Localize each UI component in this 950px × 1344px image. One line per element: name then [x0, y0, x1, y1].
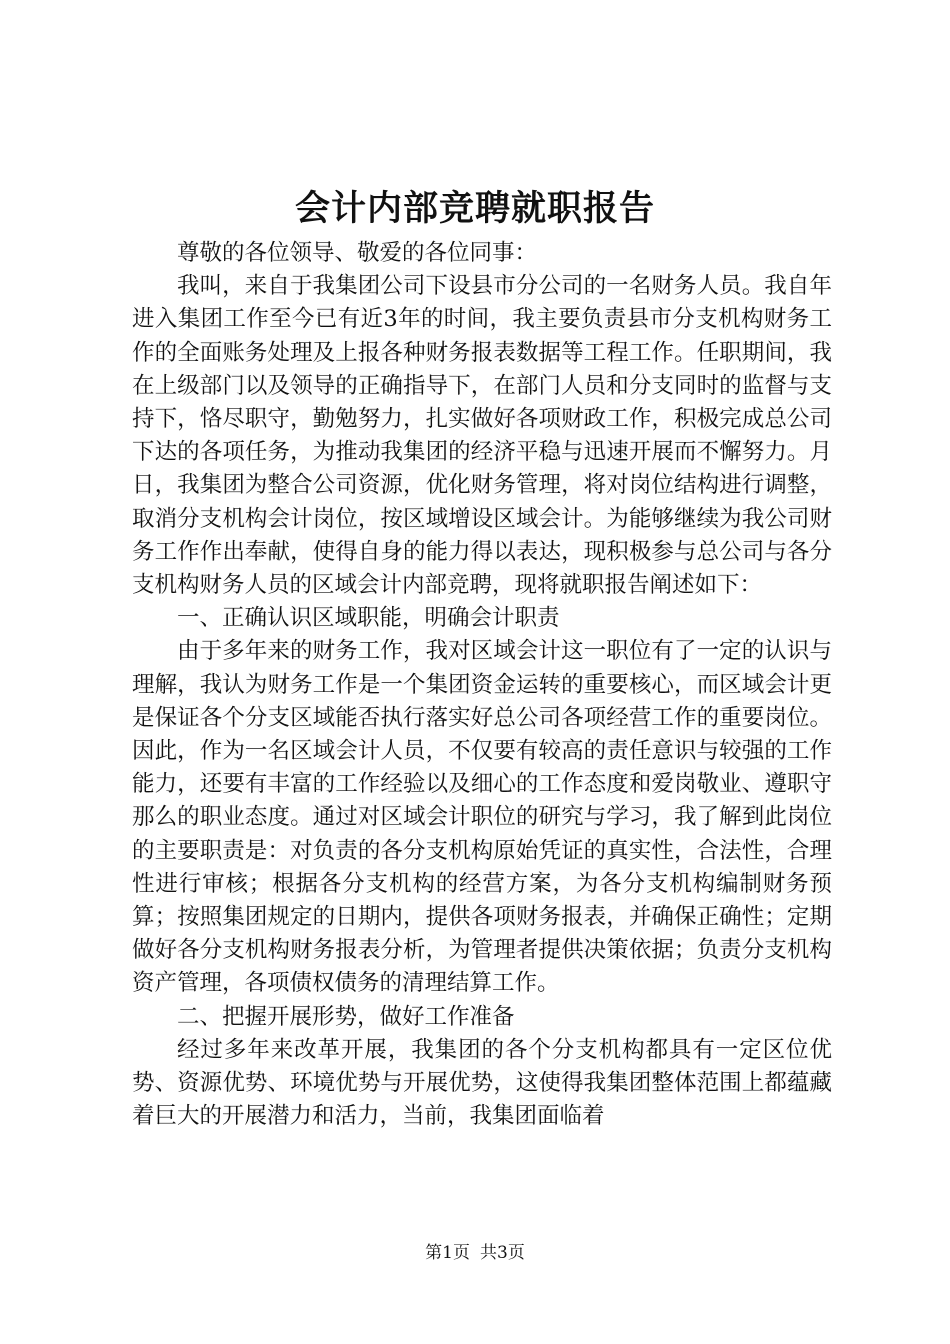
section-heading-2: 二、把握开展形势，做好工作准备 [177, 1003, 515, 1030]
section-1-paragraph: 由于多年来的财务工作，我对区域会计这一职位有了一定的认识与理解，我认为财务工作是一个集团资金运转的重要核心，而区域会计更是保证各个分支区域能否执行落实好总公司各项经营工作的重要岗位。因此，作为一名区域会计人员，不仅要有较高的责任意识与较强的工作能力，还要有丰富的工作经验以及细心的工作态度和爱岗敬业、遵职守那么的职业态度。通过对区域会计职位的研究与学习，我了解到此岗位的主要职责是：对负责的各分支机构原始凭证的真实性，合法性，合理性进行审核；根据各分支机构的经营方案，为各分支机构编制财务预算；按照集团规定的日期内，提供各项财务报表，并确保正确性；定期做好各分支机构财务报表分析，为管理者提供决策依据；负责分支机构资产管理，各项债权债务的清理结算工作。 [132, 638, 832, 997]
intro-paragraph: 我叫，来自于我集团公司下设县市分公司的一名财务人员。我自年进入集团工作至今已有近3年的时间，我主要负责县市分支机构财务工作的全面账务处理及上报各种财务报表数据等工程工作。任职期间，我在上级部门以及领导的正确指导下，在部门人员和分支同时的监督与支持下，恪尽职守，勤勉努力，扎实做好各项财政工作，积极完成总公司下达的各项任务，为推动我集团的经济平稳与迅速开展而不懈努力。月日，我集团为整合公司资源，优化财务管理，将对岗位结构进行调整，取消分支机构会计岗位，按区域增设区域会计。为能够继续为我公司财务工作作出奉献，使得自身的能力得以表达，现积极参与总公司与各分支机构财务人员的区域会计内部竞聘，现将就职报告阐述如下： [132, 273, 832, 599]
page-number: 第1页 [425, 1243, 470, 1263]
section-2-paragraph: 经过多年来改革开展，我集团的各个分支机构都具有一定区位优势、资源优势、环境优势与开展优势，这使得我集团整体范围上都蕴藏着巨大的开展潜力和活力，当前，我集团面临着 [132, 1036, 832, 1130]
page-total: 共3页 [480, 1243, 525, 1263]
document-body [132, 237, 832, 1133]
page-footer [0, 1241, 950, 1265]
section-heading-1: 一、正确认识区域职能，明确会计职责 [177, 605, 560, 632]
salutation-paragraph: 尊敬的各位领导、敬爱的各位同事： [177, 240, 538, 266]
page-title: 会计内部竞聘就职报告 [294, 188, 655, 229]
